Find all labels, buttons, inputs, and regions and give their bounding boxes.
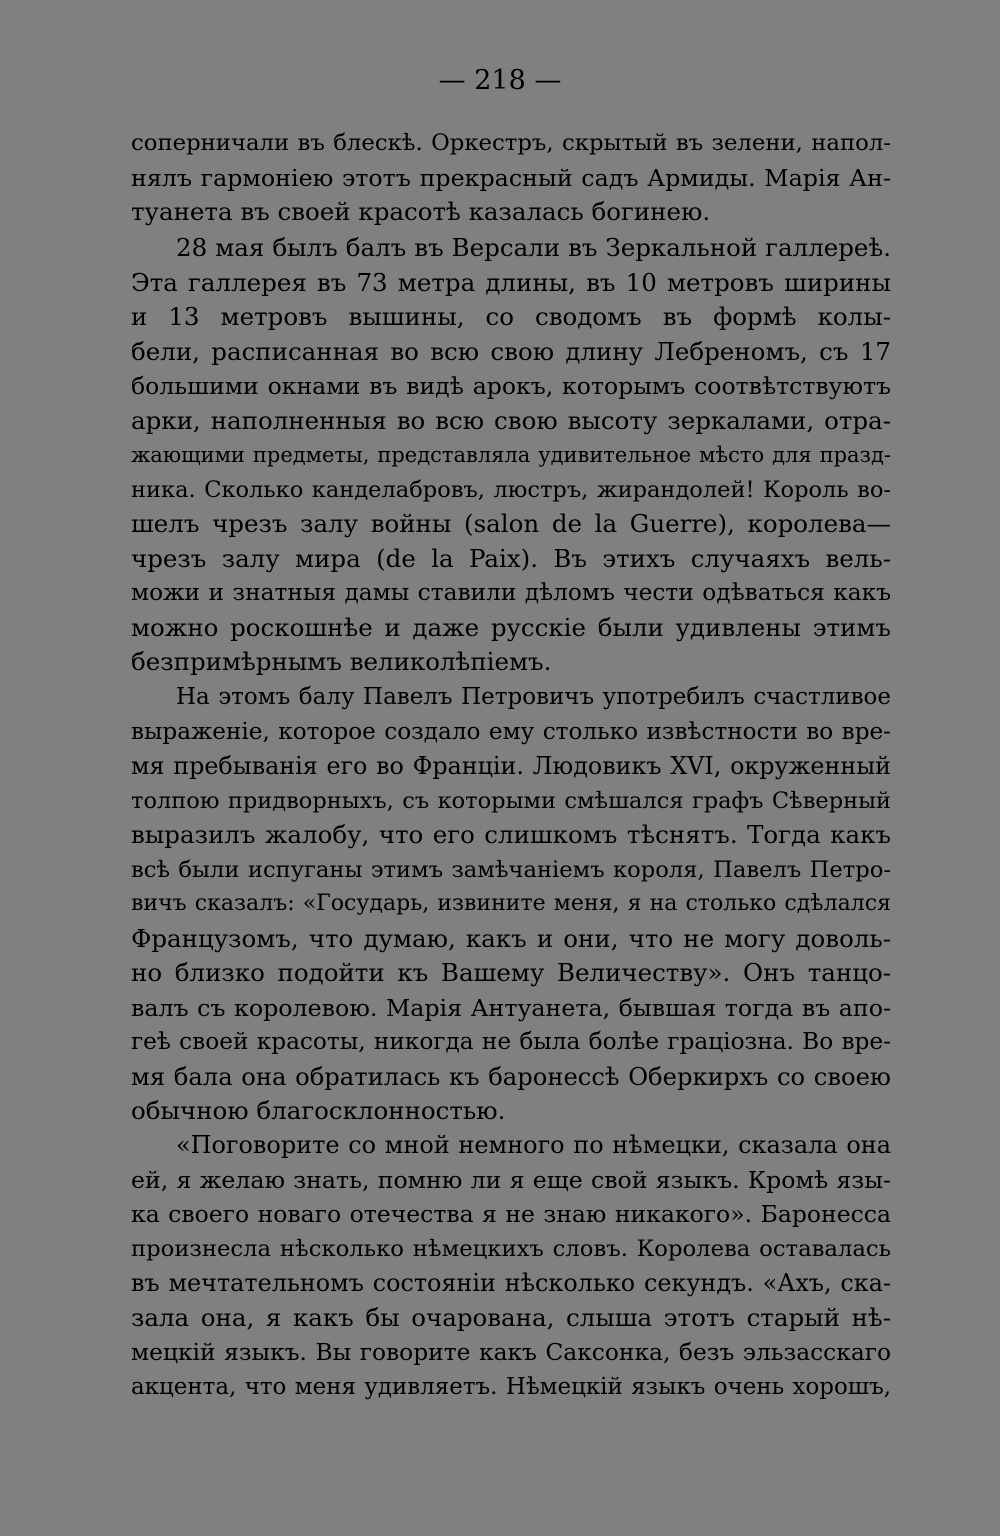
text-line: и 13 метровъ вышины, со сводомъ въ формѣ колы- <box>131 302 891 331</box>
text-line: мецкій языкъ. Вы говорите какъ Саксонка, безъ эльзасскаго <box>131 1338 891 1366</box>
text-line: шелъ чрезъ залу войны (salon de la Guerre), королева— <box>131 509 891 538</box>
text-line: большими окнами въ видѣ арокъ, которымъ соотвѣтствуютъ <box>131 372 891 400</box>
text-line: мя бала она обратилась къ баронессѣ Оберкирхъ со своею <box>131 1062 891 1091</box>
text-line: «Поговорите со мной немного по нѣмецки, сказала она <box>176 1131 891 1159</box>
text-line: ей, я желаю знать, помню ли я еще свой языкъ. Кромѣ язы- <box>131 1165 891 1194</box>
text-line: нялъ гармоніею этотъ прекрасный садъ Армиды. Марія Ан- <box>131 163 891 192</box>
text-line: мя пребыванія его во Франціи. Людовикъ XVI, окруженный <box>131 752 891 780</box>
text-line: арки, наполненныя во всю свою высоту зеркалами, отра- <box>131 405 891 435</box>
text-line: валъ съ королевою. Марія Антуанета, бывшая тогда въ апо- <box>131 993 891 1022</box>
text-line: всѣ были испуганы этимъ замѣчаніемъ короля, Павелъ Петро- <box>131 856 891 883</box>
text-line: бели, расписанная во всю свою длину Лебреномъ, съ 17 <box>131 336 891 366</box>
text-line: соперничали въ блескѣ. Оркестръ, скрытый въ зелени, напол- <box>131 130 891 156</box>
text-line: выраженіе, которое создало ему столько извѣстности во вре- <box>131 718 891 745</box>
text-line: въ мечтательномъ состояніи нѣсколько секундъ. «Ахъ, ска- <box>131 1269 891 1297</box>
paragraph-2 <box>131 231 891 680</box>
text-line: зала она, я какъ бы очарована, слыша этотъ старый нѣ- <box>131 1302 891 1332</box>
text-line: ника. Сколько канделабровъ, люстръ, жирандолей! Король во- <box>131 476 891 503</box>
text-line: обычною благосклонностью. <box>131 1096 506 1125</box>
text-line: чрезъ залу мира (de la Paix). Въ этихъ случаяхъ вель- <box>131 543 891 573</box>
page-number: — 218 — <box>438 65 562 96</box>
paragraph-1 <box>131 126 891 230</box>
text-line: На этомъ балу Павелъ Петровичъ употребилъ счастливое <box>176 684 891 710</box>
text-line: можи и знатныя дамы ставили дѣломъ чести одѣваться какъ <box>131 579 891 606</box>
text-line: туанета въ своей красотѣ казалась богинею. <box>131 197 711 226</box>
text-line: Эта галлерея въ 73 метра длины, въ 10 метровъ ширины <box>131 267 891 297</box>
text-line: жающими предметы, представляла удивительное мѣсто для празд- <box>131 443 891 467</box>
text-line: но близко подойти къ Вашему Величеству». Онъ танцо- <box>131 958 891 987</box>
paragraph-4 <box>131 1128 891 1404</box>
text-line: ка своего новаго отечества я не знаю никакого». Баронесса <box>131 1200 891 1228</box>
text-line: толпою придворныхъ, съ которыми смѣшался графъ Сѣверный <box>131 787 891 814</box>
text-line: 28 мая былъ балъ въ Версали въ Зеркальной галлереѣ. <box>176 233 891 262</box>
text-line: произнесла нѣсколько нѣмецкихъ словъ. Королева оставалась <box>131 1235 891 1262</box>
text-line: Французомъ, что думаю, какъ и они, что не могу доволь- <box>131 923 891 953</box>
text-line: безпримѣрнымъ великолѣпіемъ. <box>131 647 552 676</box>
text-line: вичъ сказалъ: «Государь, извините меня, я на столько сдѣлался <box>131 891 891 916</box>
paragraph-3 <box>131 680 891 1129</box>
text-line: выразилъ жалобу, что его слишкомъ тѣснятъ. Тогда какъ <box>131 820 891 849</box>
text-line: можно роскошнѣе и даже русскіе были удивлены этимъ <box>131 612 891 642</box>
text-line: акцента, что меня удивляетъ. Нѣмецкій языкъ очень хорошъ, <box>131 1373 891 1400</box>
text-line: геѣ своей красоты, никогда не была болѣе граціозна. Во вре- <box>131 1028 891 1055</box>
